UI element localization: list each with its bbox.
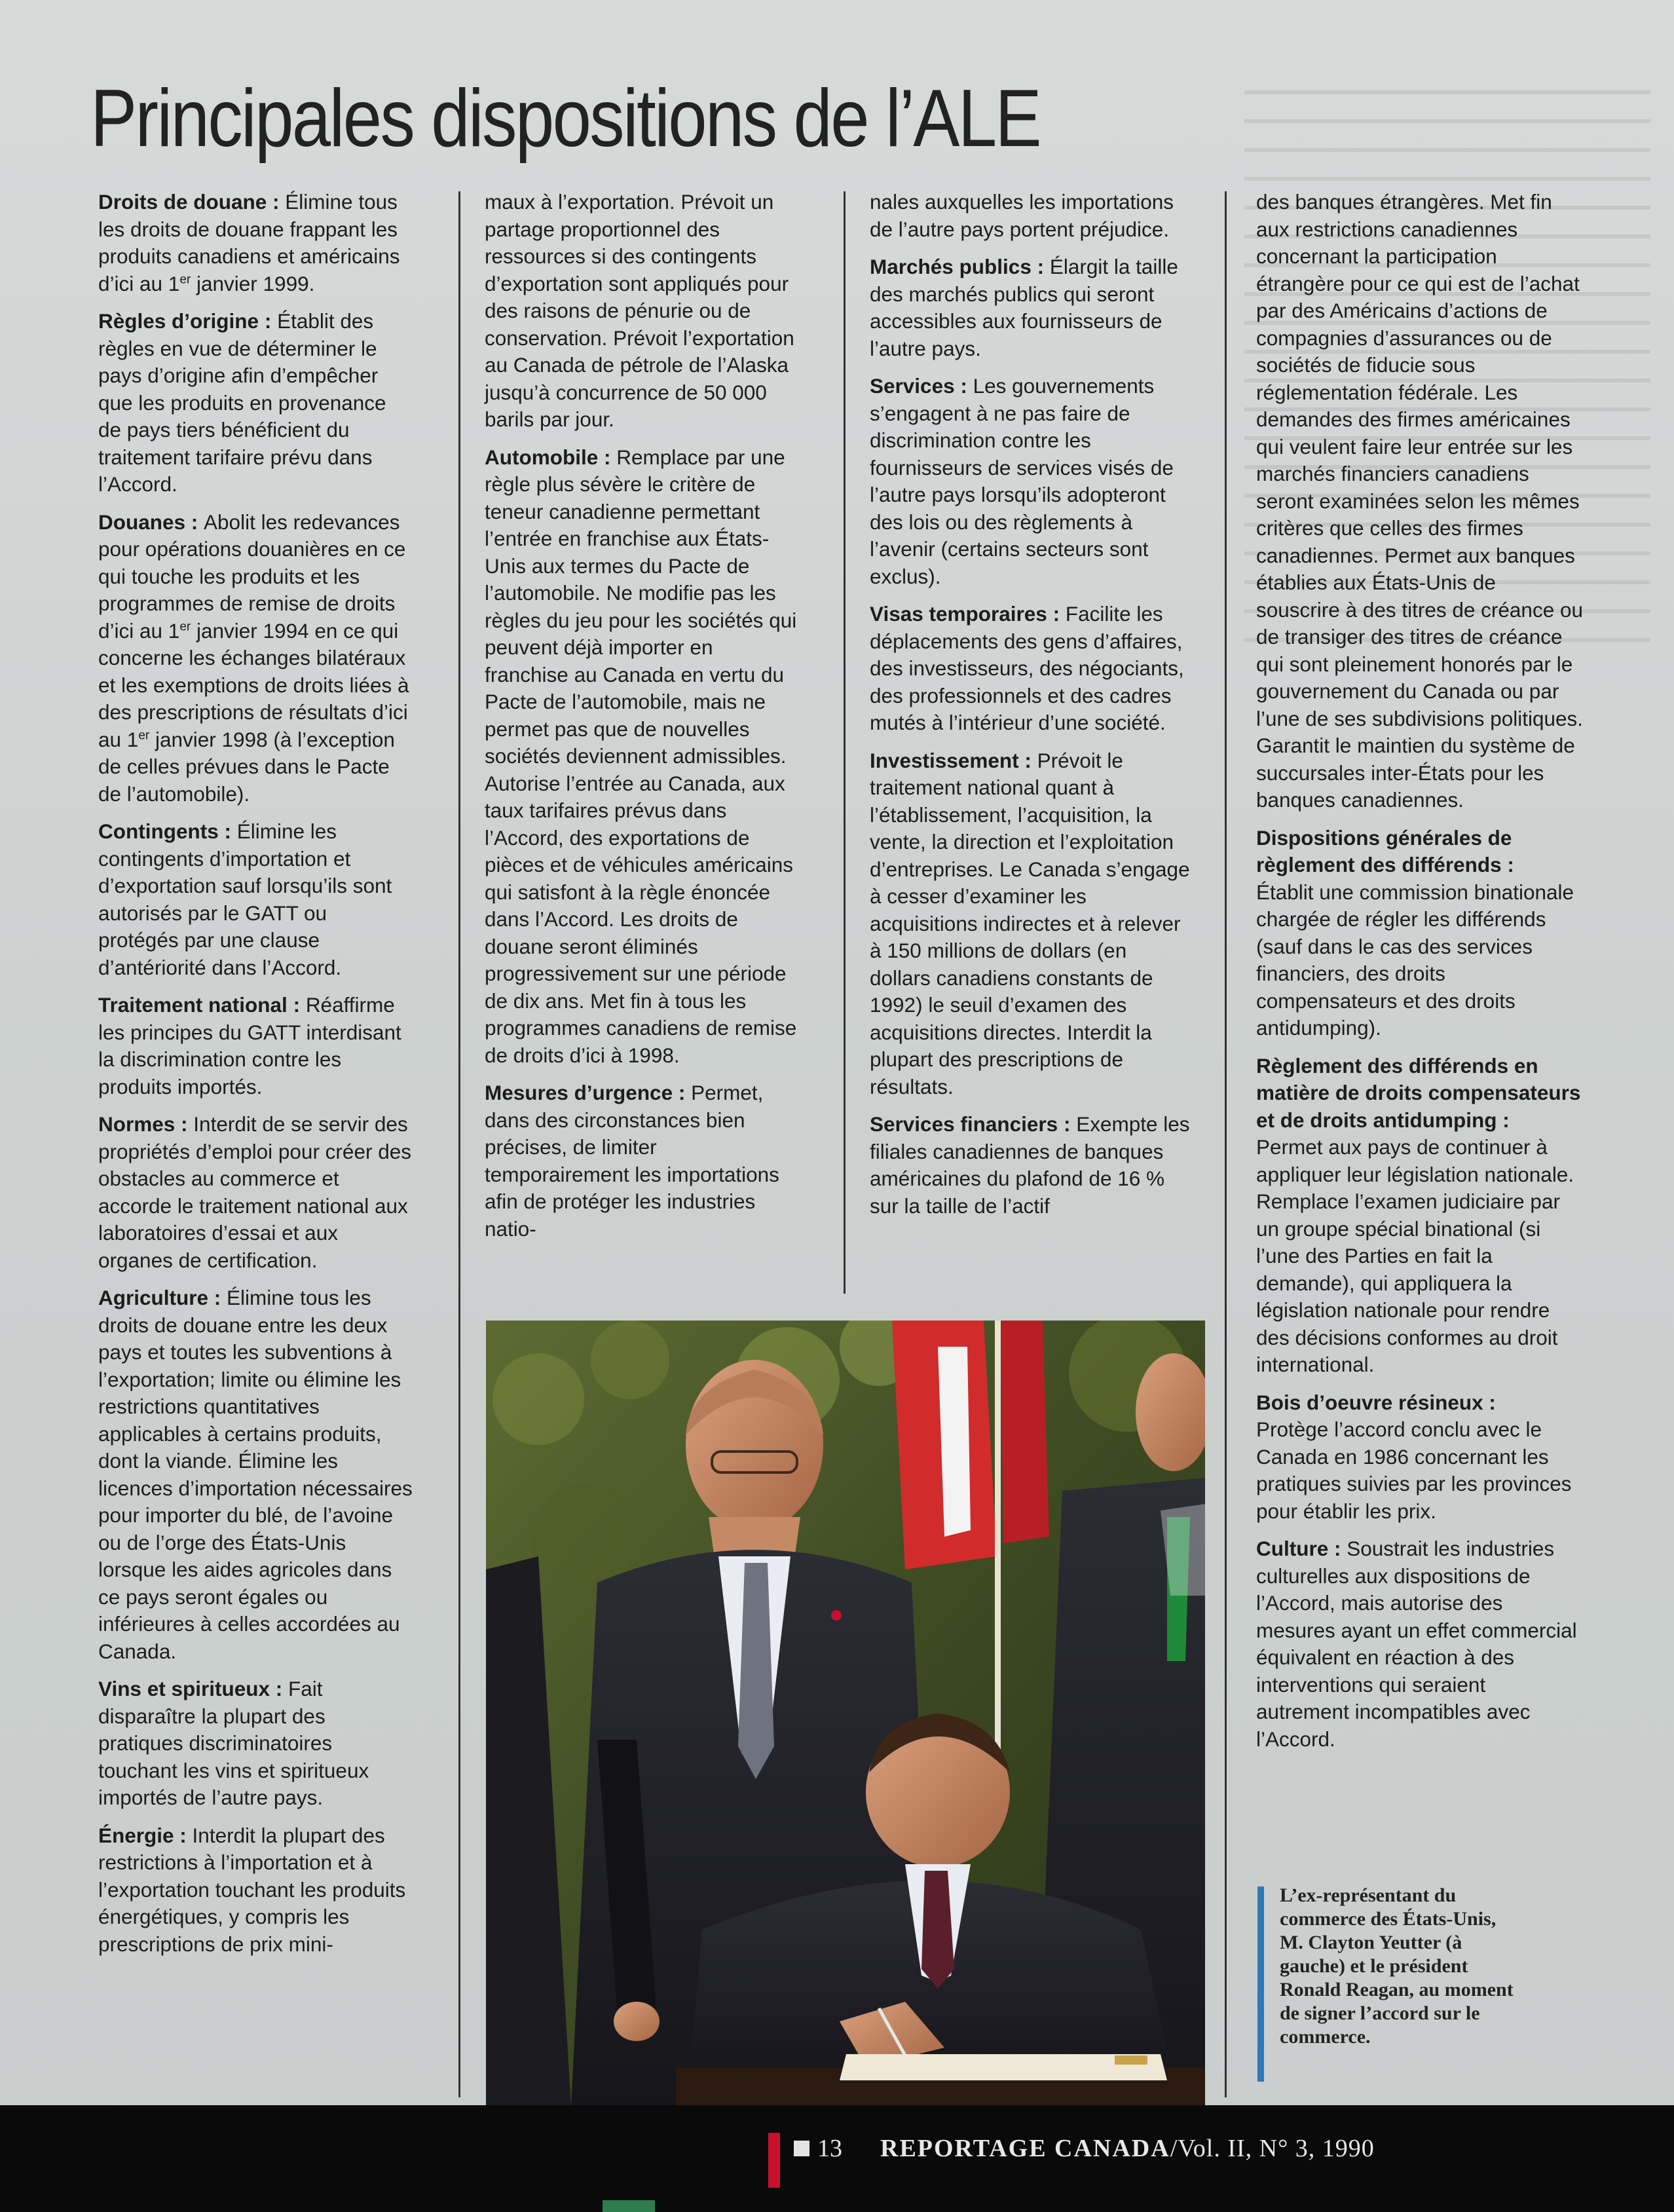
column-rule-1 bbox=[458, 191, 460, 2097]
column-rule-3 bbox=[1225, 191, 1227, 2097]
section-vins-spiritueux: Vins et spiritueux : Fait disparaître la plupart des pratiques discriminatoires touchant les vins et spiritueux importés de l’autre pays. bbox=[98, 1677, 369, 1809]
section-reglement-droits-compensateurs: Règlement des différends en matière de droits compensateurs et de droits antidumping : Permet aux pays de continuer à appliquer leur législation nationale. Remplace l’examen judiciaire par un groupe spécial binational (si l’une des Parties en fait la demande), qui appliquera la législation nationale pour rendre des décisions conformes au droit international. bbox=[1256, 1053, 1581, 1376]
section-automobile: Automobile : Remplace par une règle plus sévère le critère de teneur canadienne permettant l’entrée en franchise aux États-Unis aux termes du Pacte de l’automobile. Ne modifie pas les règles du jeu pour les sociétés qui peuvent déjà importer en franchise au Canada en vertu du Pacte de l’automobile, mais ne permet pas que de nouvelles sociétés deviennent admissibles. Autorise l’entrée au Canada, aux taux tarifaires prévus dans l’Accord, des exportations de pièces et de véhicules américains qui satisfont à la règle énoncée dans l’Accord. Les droits de douane seront éliminés progressivement sur une période de dix ans. Met fin à tous les programmes canadiens de remise de droits d’ici à 1998. bbox=[485, 445, 797, 1067]
column-2 bbox=[485, 189, 799, 1253]
section-dispositions-generales: Dispositions générales de règlement des différends : Établit une commission binationale chargée de régler les différends (sauf dans le cas des services financiers, des droits compensateurs et des droits antidumping). bbox=[1256, 825, 1574, 1040]
caption-accent-bar bbox=[1257, 1886, 1264, 2082]
section-investissement: Investissement : Prévoit le traitement national quant à l’établissement, l’acquisition, la vente, la direction et l’exploitation d’entreprises. Le Canada s’engage à cesser d’examiner les acquisitions indirectes et à relever à 150 millions de dollars (en dollars canadiens constants de 1992) le seuil d’examen des acquisitions directes. Interdit la plupart des prescriptions de résultats. bbox=[870, 748, 1190, 1098]
section-visas-temporaires: Visas temporaires : Facilite les déplacements des gens d’affaires, des investisseurs, des négociants, des professionnels et des cadres mutés à l’intérieur d’une société. bbox=[870, 602, 1184, 734]
section-contingents: Contingents : Élimine les contingents d’importation et d’exportation sauf lorsqu’ils sont autorisés par le GATT ou protégés par une clause d’antériorité dans l’Accord. bbox=[98, 819, 392, 979]
section-douanes: Douanes : Abolit les redevances pour opérations douanières en ce qui touche les produits et les programmes de remise de droits d’ici au 1er janvier 1994 en ce qui concerne les échanges bilatéraux et les exemptions de droits liées à des prescriptions de résultats d’ici au 1er janvier 1998 (à l’exception de celles prévues dans le Pacte de l’automobile). bbox=[98, 510, 409, 806]
section-services: Services : Les gouvernements s’engagent à ne pas faire de discrimination contre les fournisseurs de services visés de l’autre pays lorsqu’ils adopteront des lois ou des règlements à l’avenir (certains secteurs sont exclus). bbox=[870, 374, 1174, 588]
column-rule-2 bbox=[844, 191, 846, 1294]
section-marches-publics: Marchés publics : Élargit la taille des marchés publics qui seront accessibles aux fournisseurs de l’autre pays. bbox=[870, 255, 1178, 360]
magazine-name: REPORTAGE CANADA bbox=[880, 2135, 1170, 2162]
column-4 bbox=[1256, 189, 1584, 1763]
section-bois-oeuvre: Bois d’oeuvre résineux : Protège l’accord conclu avec le Canada en 1986 concernant les pratiques suivies par les provinces pour établir les prix. bbox=[1256, 1390, 1572, 1523]
footer-green-mark bbox=[603, 2200, 655, 2212]
page-footer bbox=[0, 2105, 1674, 2212]
section-traitement-national: Traitement national : Réaffirme les principes du GATT interdisant la discrimination contre les produits importés. bbox=[98, 993, 401, 1098]
section-mesures-urgence-part2: nales auxquelles les importations de l’autre pays portent préjudice. bbox=[870, 190, 1174, 241]
section-mesures-urgence-part1: Mesures d’urgence : Permet, dans des circonstances bien précises, de limiter temporairement les importations afin de protéger les industries natio- bbox=[485, 1081, 779, 1241]
column-3 bbox=[870, 189, 1191, 1230]
section-services-financiers-part2: des banques étrangères. Met fin aux restrictions canadiennes concernant la participation étrangère pour ce qui est de l’achat par des Américains d’actions de compagnies d’assurances ou de sociétés de fiducie sous réglementation fédérale. Les demandes des firmes américaines qui veulent faire leur entrée sur les marchés financiers canadiens seront examinées selon les mêmes critères que celles des firmes canadiennes. Permet aux banques établies aux États-Unis de souscrire à des titres de créance ou de transiger des titres de créance qui sont pleinement honorés par le gouvernement du Canada ou par l’une de ses subdivisions politiques. Garantit le maintien du système de succursales inter-États pour les banques canadiennes. bbox=[1256, 190, 1584, 812]
section-energie-part2: maux à l’exportation. Prévoit un partage proportionnel des ressources si des contingents d’exportation sont appliqués pour des raisons de pénurie ou de conservation. Prévoit l’exportation au Canada de pétrole de l’Alaska jusqu’à concurrence de 50 000 barils par jour. bbox=[485, 190, 794, 431]
footer-red-bar bbox=[768, 2133, 780, 2188]
page-number: 13 bbox=[817, 2135, 842, 2162]
section-services-financiers-part1: Services financiers : Exempte les filiales canadiennes de banques américaines du plafond de 16 % sur la taille de l’actif bbox=[870, 1112, 1190, 1218]
magazine-issue bbox=[880, 2134, 1375, 2163]
column-1 bbox=[98, 189, 413, 1968]
footer-square-bullet bbox=[794, 2141, 809, 2156]
signing-photo bbox=[486, 1321, 1205, 2107]
page-title: Principales dispositions de l’ALE bbox=[90, 73, 1041, 164]
issue-info: /Vol. II, N° 3, 1990 bbox=[1170, 2135, 1375, 2162]
section-energie-part1: Énergie : Interdit la plupart des restrictions à l’importation et à l’exportation touchant les produits énergétiques, y compris les prescriptions de prix mini- bbox=[98, 1823, 406, 1956]
section-regles-origine: Règles d’origine : Établit des règles en vue de déterminer le pays d’origine afin d’empêcher que les produits en provenance de pays tiers bénéficient du traitement tarifaire prévu dans l’Accord. bbox=[98, 309, 386, 496]
section-culture: Culture : Soustrait les industries culturelles aux dispositions de l’Accord, mais autorise des mesures ayant un effet commercial équivalent en réaction à des interventions qui seraient autrement incompatibles avec l’Accord. bbox=[1256, 1537, 1577, 1751]
photo-caption: L’ex-représentant du commerce des États-Unis, M. Clayton Yeutter (à gauche) et le président Ronald Reagan, au moment de signer l’accord sur le commerce. bbox=[1257, 1884, 1516, 2049]
section-agriculture: Agriculture : Élimine tous les droits de douane entre les deux pays et toutes les subventions à l’exportation; limite ou élimine les restrictions quantitatives applicables à certains produits, dont la viande. Élimine les licences d’importation nécessaires pour importer du blé, de l’avoine ou de l’orge des États-Unis lorsque les aides agricoles dans ce pays seront égales ou inférieures à celles accordées au Canada. bbox=[98, 1286, 413, 1663]
section-droits-de-douane: Droits de douane : Élimine tous les droits de douane frappant les produits canadiens et américains d’ici au 1er janvier 1999. bbox=[98, 190, 400, 295]
section-normes: Normes : Interdit de se servir des propriétés d’emploi pour créer des obstacles au commerce et accorde le traitement national aux laboratoires d’essai et aux organes de certification. bbox=[98, 1112, 411, 1272]
